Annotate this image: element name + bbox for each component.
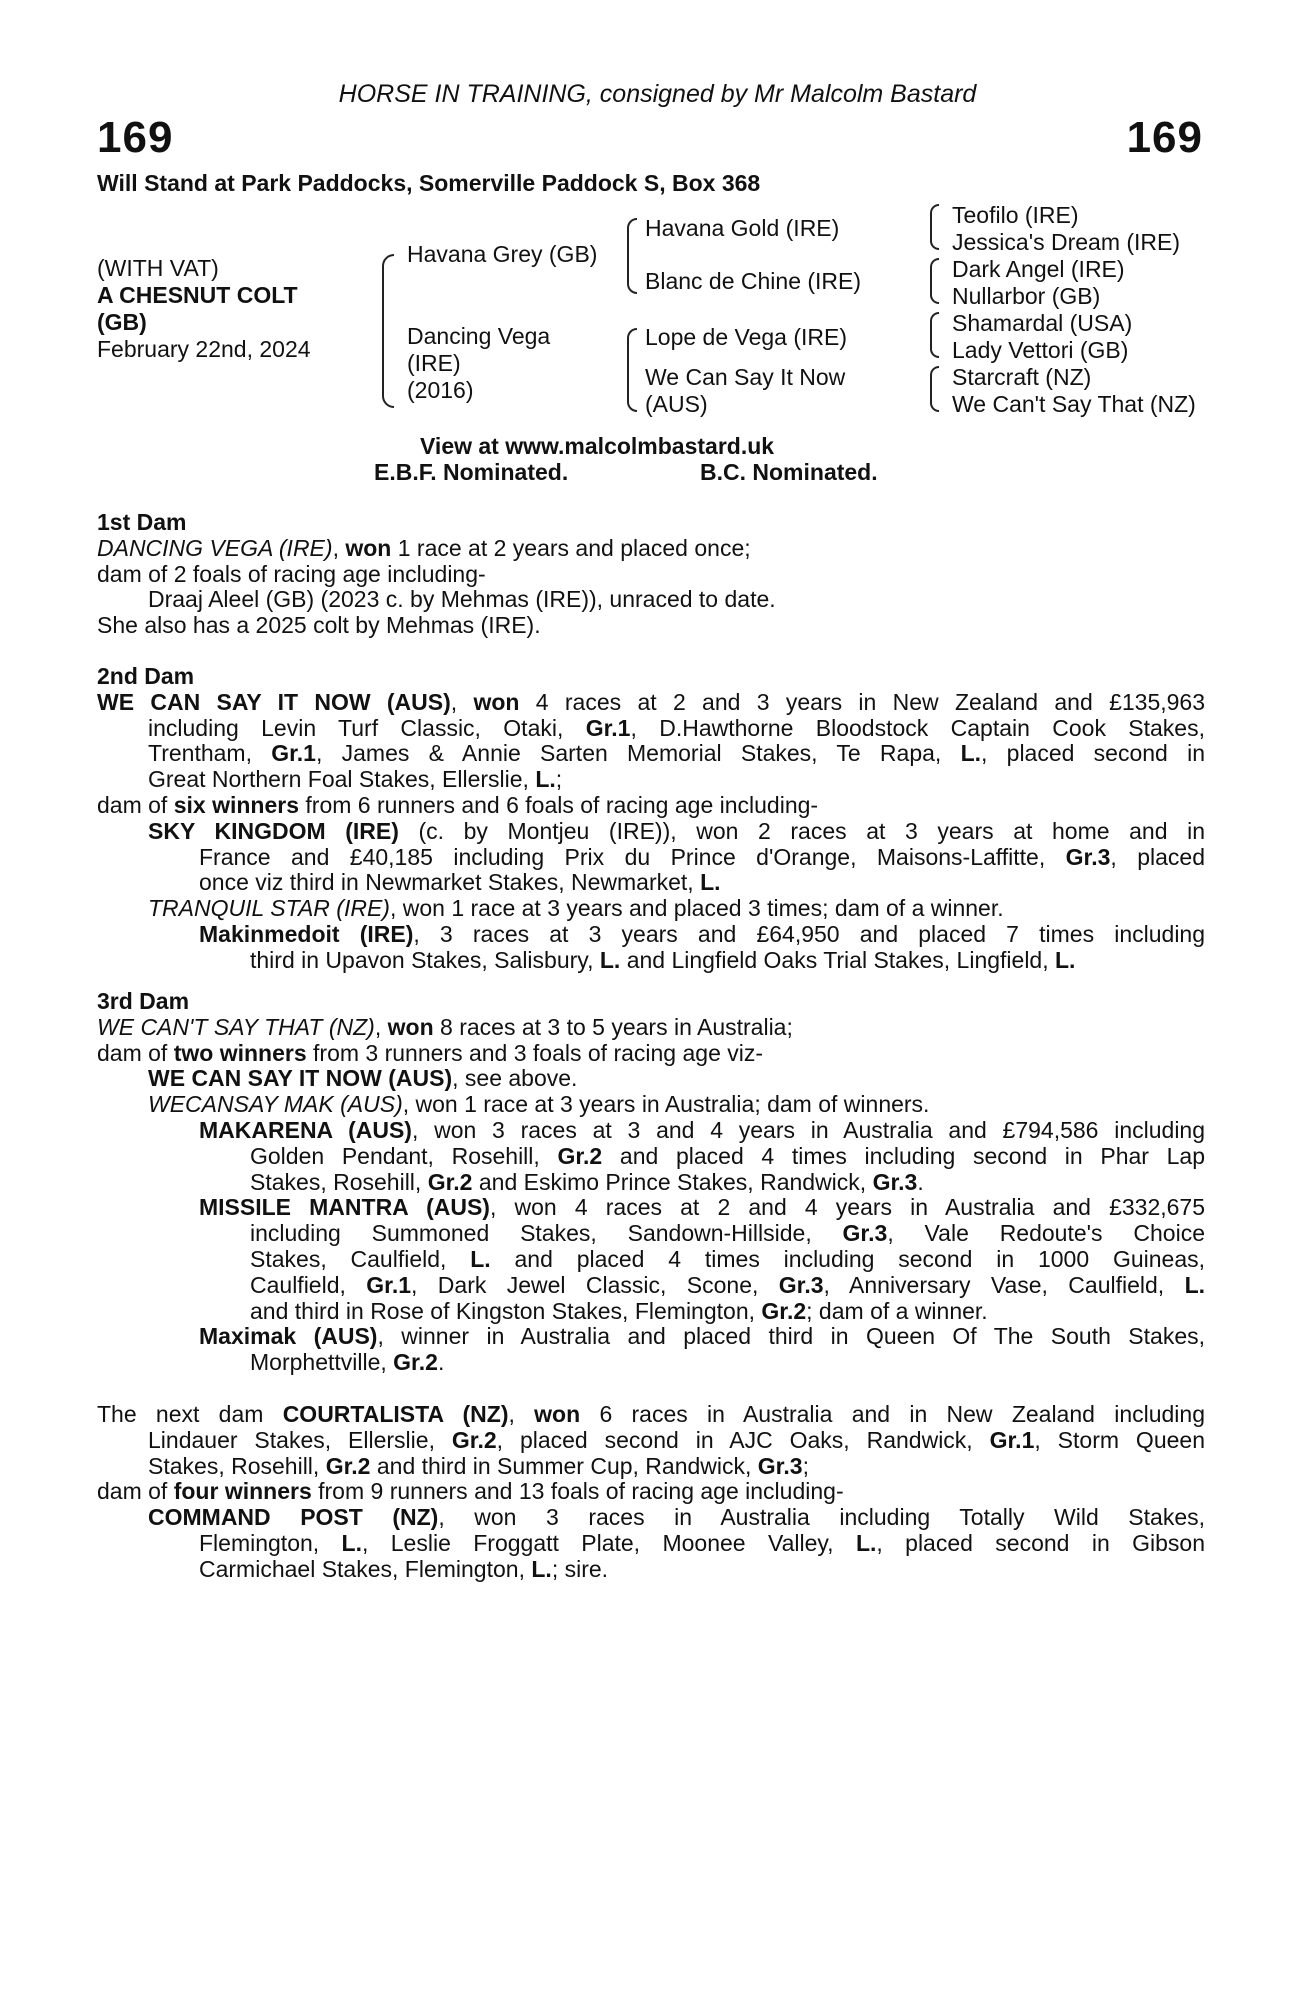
produce-line: third in Upavon Stakes, Salisbury, L. and Lingfield Oaks Trial Stakes, Lingfield, L. bbox=[250, 946, 1076, 973]
dam-year: (2016) bbox=[407, 377, 474, 403]
produce-line: and third in Rose of Kingston Stakes, Flemington, Gr.2; dam of a winner. bbox=[250, 1297, 988, 1324]
dam-sire: Lope de Vega (IRE) bbox=[645, 324, 848, 350]
produce-line: TRANQUIL STAR (IRE), won 1 race at 3 years and placed 3 times; dam of a winner. bbox=[148, 895, 1004, 922]
produce-line: Morphettville, Gr.2. bbox=[250, 1349, 445, 1376]
produce-line: including Summoned Stakes, Sandown-Hillside, Gr.3, Vale Redoute's Choice bbox=[250, 1220, 1205, 1247]
produce-line: MAKARENA (AUS), won 3 races at 3 and 4 years in Australia and £794,586 including bbox=[199, 1116, 1206, 1143]
produce-line: MISSILE MANTRA (AUS), won 4 races at 2 and 4 years in Australia and £332,675 bbox=[199, 1194, 1206, 1221]
dam-origin: (IRE) bbox=[407, 350, 461, 376]
produce-line: WECANSAY MAK (AUS), won 1 race at 3 years in Australia; dam of winners. bbox=[148, 1091, 930, 1118]
second-dam-heading: 2nd Dam bbox=[97, 663, 195, 689]
second-dam-line: including Levin Turf Classic, Otaki, Gr.1, D.Hawthorne Bloodstock Captain Cook Stakes, bbox=[148, 714, 1205, 741]
produce-line: France and £40,185 including Prix du Prince d'Orange, Maisons-Laffitte, Gr.3, placed bbox=[199, 843, 1205, 870]
produce-line: WE CAN SAY IT NOW (AUS), see above. bbox=[148, 1065, 578, 1092]
second-dam-line: Trentham, Gr.1, James & Annie Sarten Memorial Stakes, Te Rapa, L., placed second in bbox=[148, 740, 1205, 767]
first-dam-note: She also has a 2025 colt by Mehmas (IRE). bbox=[97, 612, 541, 639]
next-dam-line: Lindauer Stakes, Ellerslie, Gr.2, placed second in AJC Oaks, Randwick, Gr.1, Storm Queen bbox=[148, 1426, 1205, 1453]
first-dam-produce: Draaj Aleel (GB) (2023 c. by Mehmas (IRE)), unraced to date. bbox=[148, 586, 776, 613]
produce-line: once viz third in Newmarket Stakes, Newmarket, L. bbox=[199, 869, 721, 896]
gg-dam-1: Jessica's Dream (IRE) bbox=[952, 229, 1181, 255]
view-link[interactable]: View at www.malcolmbastard.uk bbox=[420, 433, 775, 459]
produce-line: SKY KINGDOM (IRE) (c. by Montjeu (IRE)), won 2 races at 3 years at home and in bbox=[148, 817, 1205, 844]
sire-name: Havana Grey (GB) bbox=[407, 241, 598, 267]
second-dam-foals: dam of six winners from 6 runners and 6 foals of racing age including- bbox=[97, 791, 819, 818]
bc-nominated: B.C. Nominated. bbox=[700, 459, 878, 485]
third-dam-line: WE CAN'T SAY THAT (NZ), won 8 races at 3 to 5 years in Australia; bbox=[97, 1013, 793, 1040]
brace-ss bbox=[930, 204, 939, 250]
next-dam-line: Stakes, Rosehill, Gr.2 and third in Summer Cup, Randwick, Gr.3; bbox=[148, 1452, 809, 1479]
sire-dam: Blanc de Chine (IRE) bbox=[645, 268, 862, 294]
produce-line: Golden Pendant, Rosehill, Gr.2 and placed 4 times including second in Phar Lap bbox=[250, 1142, 1205, 1169]
ebf-nominated: E.B.F. Nominated. bbox=[374, 459, 569, 485]
gg-dam-3: Lady Vettori (GB) bbox=[952, 337, 1129, 363]
third-dam-section bbox=[97, 989, 1205, 1376]
first-dam-heading: 1st Dam bbox=[97, 509, 187, 535]
brace-ds bbox=[930, 312, 939, 358]
lot-number-left: 169 bbox=[97, 113, 174, 162]
gg-sire-3: Shamardal (USA) bbox=[952, 310, 1133, 336]
horse-dob: February 22nd, 2024 bbox=[97, 336, 311, 362]
brace-dd bbox=[930, 366, 939, 412]
brace-sire bbox=[627, 218, 637, 294]
produce-line: Stakes, Rosehill, Gr.2 and Eskimo Prince Stakes, Randwick, Gr.3. bbox=[250, 1168, 924, 1195]
produce-line: Makinmedoit (IRE), 3 races at 3 years and £64,950 and placed 7 times including bbox=[199, 920, 1206, 947]
brace-main bbox=[382, 254, 394, 408]
produce-line: Flemington, L., Leslie Froggatt Plate, Moonee Valley, L., placed second in Gibson bbox=[199, 1529, 1205, 1556]
produce-line: Carmichael Stakes, Flemington, L.; sire. bbox=[199, 1555, 609, 1582]
next-dam-section bbox=[97, 1402, 1205, 1583]
page-heading: HORSE IN TRAINING, consigned by Mr Malcolm Bastard bbox=[338, 80, 977, 108]
dam-name: Dancing Vega bbox=[407, 323, 551, 349]
dam-name-italic: DANCING VEGA (IRE) bbox=[97, 534, 333, 561]
brace-sd bbox=[930, 258, 939, 304]
next-dam-line: The next dam COURTALISTA (NZ), won 6 races in Australia and in New Zealand including bbox=[97, 1401, 1205, 1427]
gg-dam-4: We Can't Say That (NZ) bbox=[952, 391, 1196, 417]
second-dam-line: WE CAN SAY IT NOW (AUS), won 4 races at 2 and 3 years in New Zealand and £135,963 bbox=[97, 688, 1206, 715]
horse-origin: (GB) bbox=[97, 309, 147, 335]
first-dam-foals: dam of 2 foals of racing age including- bbox=[97, 560, 486, 587]
first-dam-line: DANCING VEGA (IRE), won 1 race at 2 years and placed once; bbox=[97, 534, 751, 561]
gg-sire-2: Dark Angel (IRE) bbox=[952, 256, 1125, 282]
produce-line: Stakes, Caulfield, L. and placed 4 times including second in 1000 Guineas, bbox=[250, 1245, 1206, 1272]
second-dam-section bbox=[97, 664, 1205, 974]
brace-dam bbox=[627, 328, 637, 412]
vat-note: (WITH VAT) bbox=[97, 255, 219, 281]
produce-line: Caulfield, Gr.1, Dark Jewel Classic, Scone, Gr.3, Anniversary Vase, Caulfield, L. bbox=[250, 1271, 1206, 1298]
dam-dam: We Can Say It Now bbox=[645, 364, 846, 390]
gg-sire-4: Starcraft (NZ) bbox=[952, 364, 1092, 390]
stand-location: Will Stand at Park Paddocks, Somerville Paddock S, Box 368 bbox=[97, 170, 761, 196]
second-dam-line: Great Northern Foal Stakes, Ellerslie, L.; bbox=[148, 766, 563, 793]
third-dam-heading: 3rd Dam bbox=[97, 988, 190, 1014]
lot-number-right: 169 bbox=[1126, 113, 1203, 162]
produce-line: COMMAND POST (NZ), won 3 races in Australia including Totally Wild Stakes, bbox=[148, 1504, 1205, 1531]
sire-sire: Havana Gold (IRE) bbox=[645, 215, 840, 241]
first-dam-section bbox=[97, 510, 1205, 639]
gg-sire-1: Teofilo (IRE) bbox=[952, 202, 1079, 228]
gg-dam-2: Nullarbor (GB) bbox=[952, 283, 1101, 309]
next-dam-foals: dam of four winners from 9 runners and 13 foals of racing age including- bbox=[97, 1478, 844, 1505]
horse-name: A CHESNUT COLT bbox=[97, 282, 298, 308]
third-dam-foals: dam of two winners from 3 runners and 3 foals of racing age viz- bbox=[97, 1039, 764, 1066]
produce-line: Maximak (AUS), winner in Australia and placed third in Queen Of The South Stakes, bbox=[199, 1323, 1206, 1350]
dam-dam-origin: (AUS) bbox=[645, 391, 708, 417]
